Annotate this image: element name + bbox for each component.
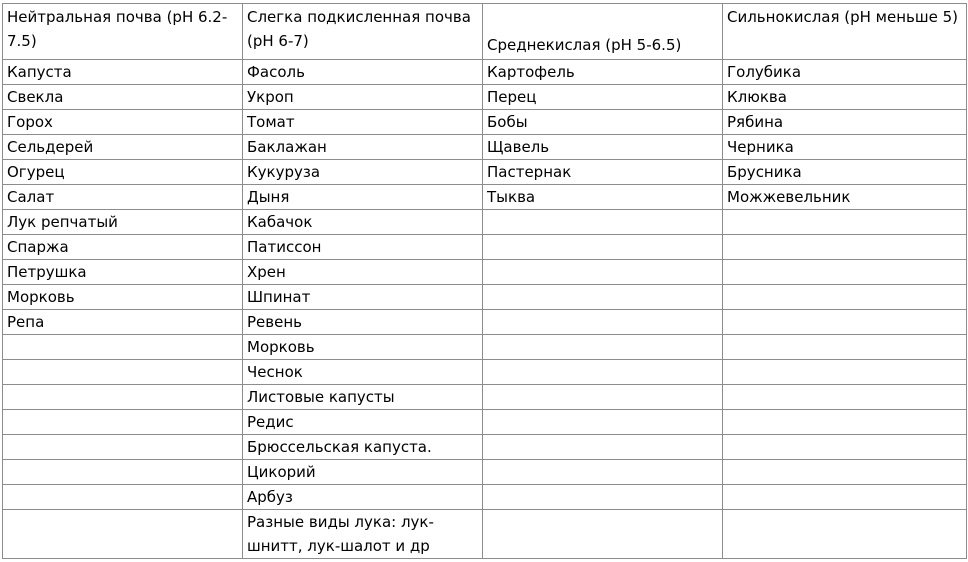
cell-strongly-acidic[interactable] (723, 335, 967, 360)
cell-neutral[interactable]: Горох (3, 110, 243, 135)
cell-strongly-acidic[interactable]: Голубика (723, 60, 967, 85)
header-cell-medium-acidic[interactable]: Среднекислая (pH 5-6.5) (483, 4, 723, 60)
table-row (3, 60, 967, 85)
cell-slightly-acidic[interactable]: Кукуруза (243, 160, 483, 185)
cell-neutral[interactable] (3, 410, 243, 435)
cell-strongly-acidic[interactable]: Можжевельник (723, 185, 967, 210)
cell-medium-acidic[interactable] (483, 385, 723, 410)
table-row (3, 360, 967, 385)
cell-strongly-acidic[interactable]: Черника (723, 135, 967, 160)
table-row (3, 135, 967, 160)
table-row (3, 185, 967, 210)
cell-slightly-acidic[interactable]: Морковь (243, 335, 483, 360)
cell-neutral[interactable] (3, 485, 243, 510)
header-cell-slightly-acidic[interactable]: Слегка подкисленная почва (pH 6-7) (243, 4, 483, 60)
cell-slightly-acidic[interactable]: Патиссон (243, 235, 483, 260)
cell-neutral[interactable]: Огурец (3, 160, 243, 185)
table-row (3, 460, 967, 485)
cell-medium-acidic[interactable] (483, 485, 723, 510)
table-row (3, 385, 967, 410)
cell-medium-acidic[interactable] (483, 410, 723, 435)
cell-strongly-acidic[interactable]: Брусника (723, 160, 967, 185)
cell-medium-acidic[interactable] (483, 435, 723, 460)
cell-slightly-acidic[interactable]: Редис (243, 410, 483, 435)
table-row (3, 210, 967, 235)
table-row (3, 335, 967, 360)
table-row (3, 485, 967, 510)
cell-slightly-acidic[interactable]: Томат (243, 110, 483, 135)
table-row (3, 410, 967, 435)
table-row (3, 285, 967, 310)
cell-medium-acidic[interactable] (483, 360, 723, 385)
cell-neutral[interactable] (3, 335, 243, 360)
table-row (3, 85, 967, 110)
cell-medium-acidic[interactable]: Тыква (483, 185, 723, 210)
cell-slightly-acidic[interactable]: Укроп (243, 85, 483, 110)
cell-medium-acidic[interactable]: Картофель (483, 60, 723, 85)
cell-strongly-acidic[interactable] (723, 460, 967, 485)
cell-strongly-acidic[interactable] (723, 435, 967, 460)
cell-strongly-acidic[interactable] (723, 235, 967, 260)
cell-medium-acidic[interactable]: Щавель (483, 135, 723, 160)
table-row (3, 235, 967, 260)
cell-neutral[interactable]: Сельдерей (3, 135, 243, 160)
cell-strongly-acidic[interactable] (723, 310, 967, 335)
table-row (3, 260, 967, 285)
cell-strongly-acidic[interactable] (723, 260, 967, 285)
cell-slightly-acidic[interactable]: Дыня (243, 185, 483, 210)
cell-strongly-acidic[interactable]: Клюква (723, 85, 967, 110)
cell-strongly-acidic[interactable] (723, 485, 967, 510)
cell-neutral[interactable]: Репа (3, 310, 243, 335)
cell-neutral[interactable]: Петрушка (3, 260, 243, 285)
cell-neutral[interactable]: Свекла (3, 85, 243, 110)
cell-neutral[interactable]: Лук репчатый (3, 210, 243, 235)
table-row (3, 110, 967, 135)
cell-strongly-acidic[interactable] (723, 410, 967, 435)
cell-strongly-acidic[interactable] (723, 285, 967, 310)
cell-medium-acidic[interactable] (483, 310, 723, 335)
cell-neutral[interactable] (3, 510, 243, 559)
cell-neutral[interactable]: Капуста (3, 60, 243, 85)
cell-strongly-acidic[interactable] (723, 510, 967, 559)
cell-neutral[interactable]: Морковь (3, 285, 243, 310)
header-row (3, 4, 967, 60)
cell-slightly-acidic[interactable]: Ревень (243, 310, 483, 335)
cell-slightly-acidic[interactable]: Листовые капусты (243, 385, 483, 410)
cell-neutral[interactable] (3, 360, 243, 385)
cell-slightly-acidic[interactable]: Арбуз (243, 485, 483, 510)
cell-neutral[interactable] (3, 385, 243, 410)
table-row (3, 435, 967, 460)
cell-medium-acidic[interactable] (483, 235, 723, 260)
soil-acidity-table (2, 3, 967, 559)
cell-neutral[interactable] (3, 435, 243, 460)
cell-medium-acidic[interactable]: Бобы (483, 110, 723, 135)
cell-medium-acidic[interactable] (483, 210, 723, 235)
table-row (3, 510, 967, 559)
cell-neutral[interactable]: Салат (3, 185, 243, 210)
cell-slightly-acidic[interactable]: Цикорий (243, 460, 483, 485)
cell-slightly-acidic[interactable]: Фасоль (243, 60, 483, 85)
cell-slightly-acidic[interactable]: Разные виды лука: лук-шнитт, лук-шалот и др (243, 510, 483, 559)
cell-strongly-acidic[interactable] (723, 385, 967, 410)
cell-medium-acidic[interactable] (483, 285, 723, 310)
cell-medium-acidic[interactable] (483, 260, 723, 285)
cell-slightly-acidic[interactable]: Шпинат (243, 285, 483, 310)
header-cell-strongly-acidic[interactable]: Сильнокислая (pH меньше 5) (723, 4, 967, 60)
cell-slightly-acidic[interactable]: Брюссельская капуста. (243, 435, 483, 460)
cell-slightly-acidic[interactable]: Баклажан (243, 135, 483, 160)
cell-medium-acidic[interactable] (483, 335, 723, 360)
cell-slightly-acidic[interactable]: Чеснок (243, 360, 483, 385)
cell-neutral[interactable] (3, 460, 243, 485)
cell-slightly-acidic[interactable]: Хрен (243, 260, 483, 285)
cell-medium-acidic[interactable] (483, 510, 723, 559)
cell-strongly-acidic[interactable] (723, 210, 967, 235)
header-cell-neutral[interactable]: Нейтральная почва (pH 6.2-7.5) (3, 4, 243, 60)
cell-medium-acidic[interactable] (483, 460, 723, 485)
cell-medium-acidic[interactable]: Пастернак (483, 160, 723, 185)
table-row (3, 160, 967, 185)
cell-slightly-acidic[interactable]: Кабачок (243, 210, 483, 235)
cell-medium-acidic[interactable]: Перец (483, 85, 723, 110)
cell-strongly-acidic[interactable]: Рябина (723, 110, 967, 135)
table-row (3, 310, 967, 335)
cell-strongly-acidic[interactable] (723, 360, 967, 385)
cell-neutral[interactable]: Спаржа (3, 235, 243, 260)
